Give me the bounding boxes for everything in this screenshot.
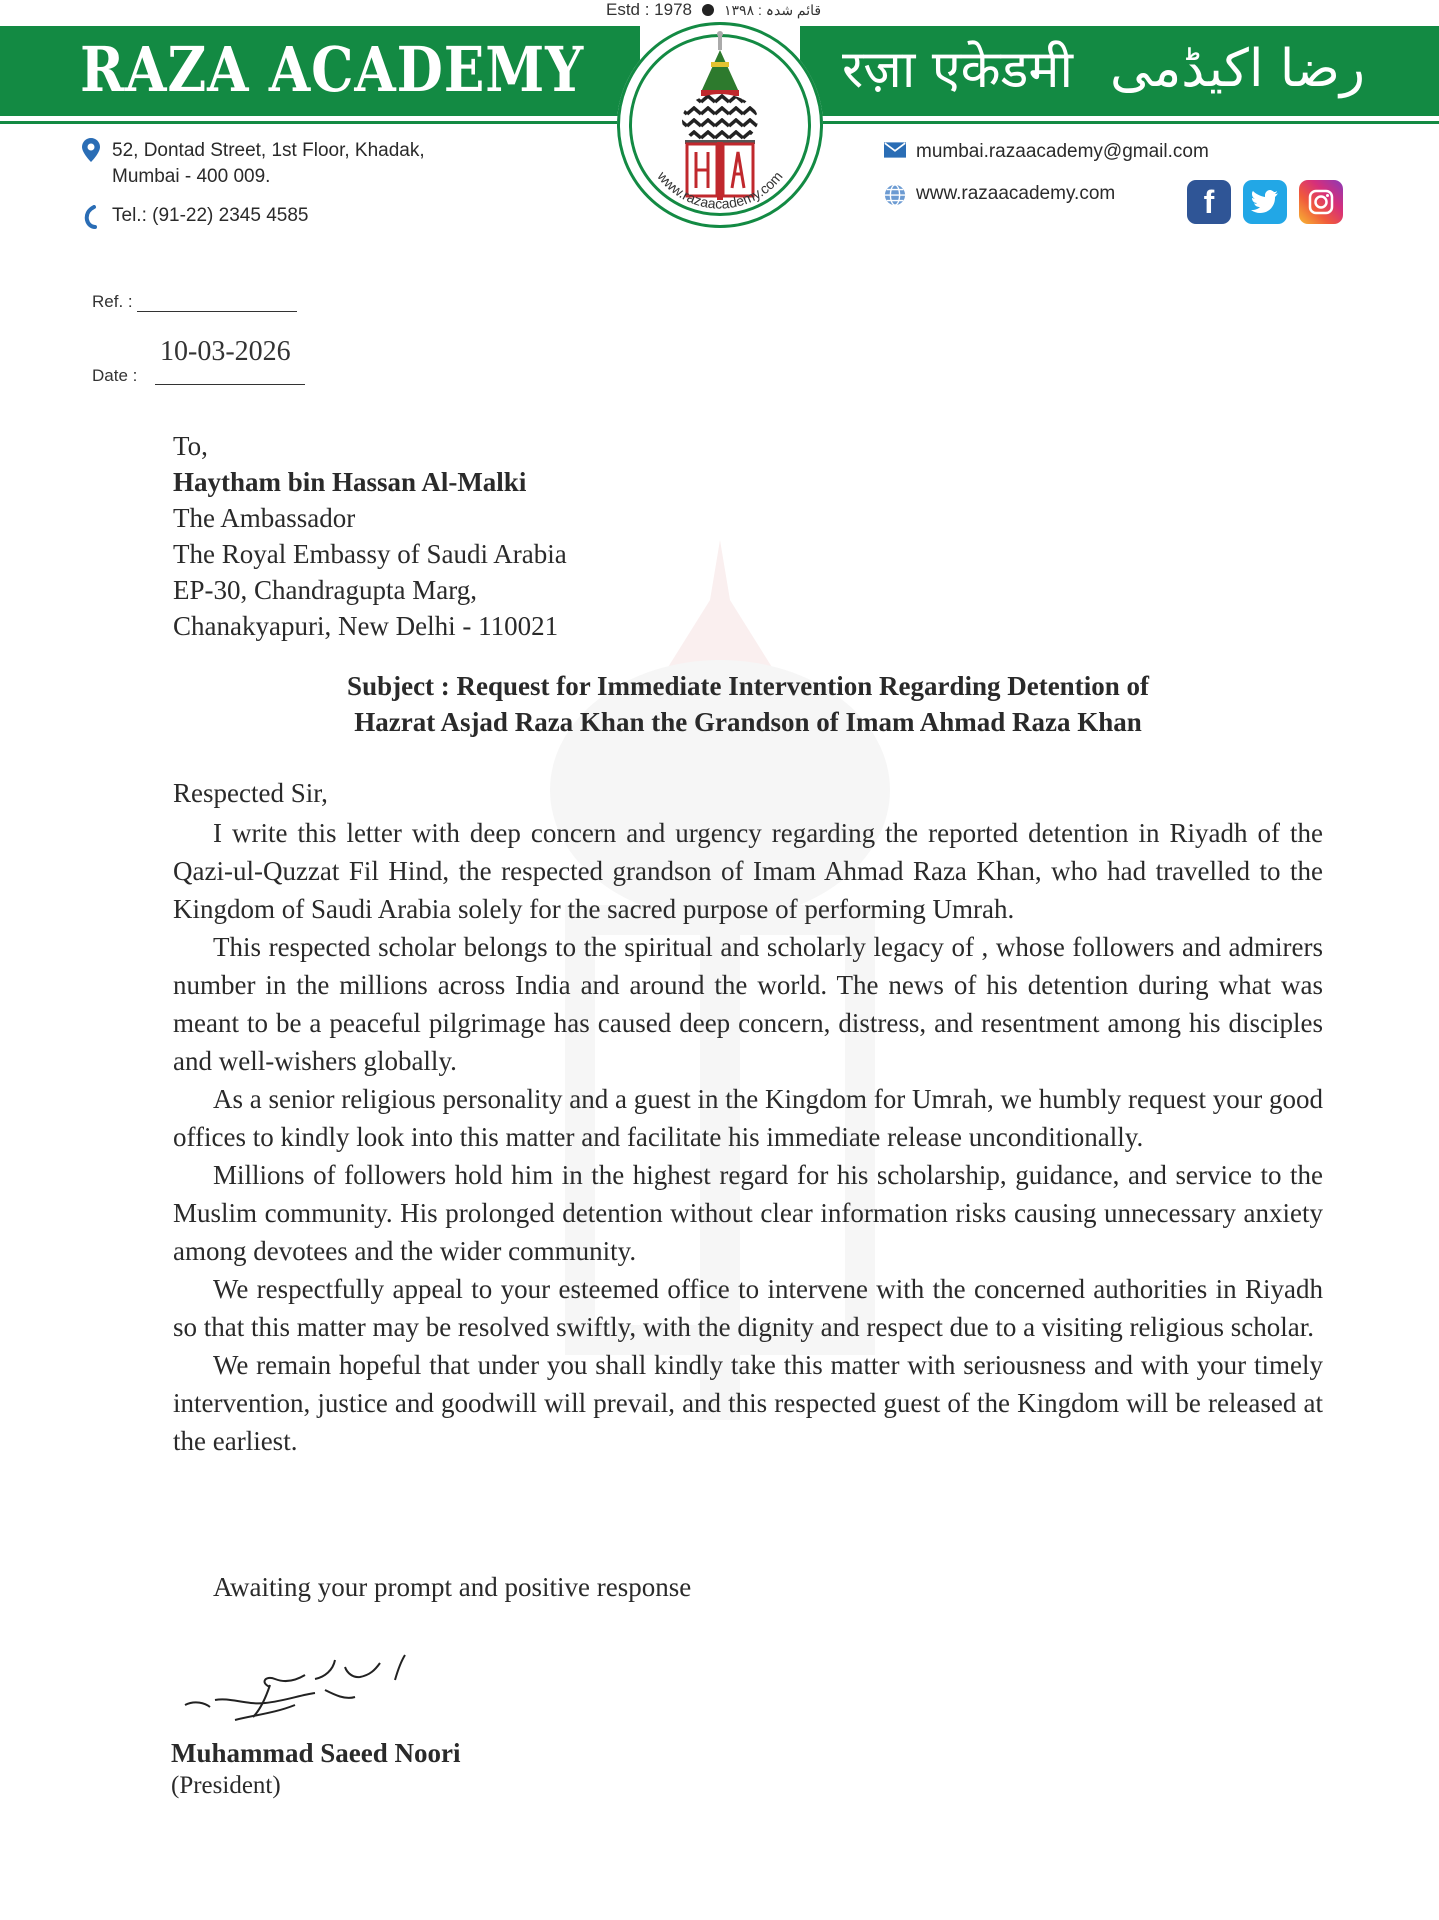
instagram-icon[interactable] — [1299, 180, 1343, 224]
telephone-block — [80, 205, 308, 229]
handwritten-signature — [175, 1645, 415, 1735]
signer-name: Muhammad Saeed Noori — [171, 1738, 461, 1768]
addressee-org: The Royal Embassy of Saudi Arabia — [173, 539, 567, 569]
academy-logo — [617, 22, 823, 228]
address-line-2: Mumbai - 400 009. — [112, 166, 271, 187]
org-name-hindi: रज़ा एकेडमी — [842, 40, 1073, 100]
body-paragraph: As a senior religious personality and a guest in the Kingdom for Umrah, we humbly request your good offices to kindly look into this matter and facilitate his immediate release unconditionally. — [173, 1084, 1323, 1152]
location-pin-icon — [80, 138, 102, 162]
facebook-icon[interactable] — [1187, 180, 1231, 224]
body-paragraph: Millions of followers hold him in the highest regard for his scholarship, guidance, and service to the Muslim community. His prolonged detention without clear information risks causing unnecessary anxiety among devotees and the wider community. — [173, 1160, 1323, 1266]
body-paragraph: We respectfully appeal to your esteemed office to intervene with the concerned authorities in Riyadh so that this matter may be resolved swiftly, with the dignity and respect due to a visiting religious scholar. — [173, 1274, 1323, 1342]
address-line-1: 52, Dontad Street, 1st Floor, Khadak, — [112, 140, 425, 161]
closing-line: Awaiting your prompt and positive response — [213, 1572, 692, 1602]
header-rule-left — [0, 121, 630, 124]
website-block — [884, 183, 1115, 207]
date-underline — [155, 384, 305, 385]
twitter-icon[interactable] — [1243, 180, 1287, 224]
address-block — [80, 138, 425, 190]
facebook-glyph: f — [1203, 183, 1215, 220]
globe-icon — [884, 183, 906, 207]
addressee-address-1: EP-30, Chandragupta Marg, — [173, 575, 477, 605]
established-text: Estd : 1978 — [606, 0, 693, 19]
subject-line-1: Subject : Request for Immediate Intervention Regarding Detention of — [347, 671, 1149, 701]
org-name-english: RAZA ACADEMY — [80, 33, 585, 106]
addressee-title: The Ambassador — [173, 503, 356, 533]
signer-role: (President) — [171, 1772, 281, 1799]
email-block — [884, 141, 1209, 163]
subject-line-2: Hazrat Asjad Raza Khan the Grandson of Imam Ahmad Raza Khan — [354, 707, 1142, 737]
date-value: 10-03-2026 — [160, 336, 291, 367]
established-line — [606, 0, 821, 20]
ref-label: Ref. : — [92, 292, 133, 311]
org-name-urdu: رضا اکیڈمی — [1110, 39, 1366, 99]
header-rule-right — [810, 121, 1439, 124]
salutation: Respected Sir, — [173, 778, 328, 808]
addressee-name: Haytham bin Hassan Al-Malki — [173, 467, 527, 497]
website-url[interactable]: www.razaacademy.com — [916, 183, 1116, 204]
date-label: Date : — [92, 366, 138, 385]
social-links — [1187, 180, 1343, 224]
body-paragraph: I write this letter with deep concern and urgency regarding the reported detention in Riyadh of the Qazi-ul-Quzzat Fil Hind, the respected grandson of Imam Ahmad Raza Khan, who had travelled to the Kingdom of Saudi Arabia solely for the sacred purpose of performing Umrah. — [173, 818, 1323, 924]
addressee-block — [173, 428, 567, 644]
ref-value — [137, 293, 297, 312]
dome-book-emblem-icon — [617, 22, 823, 228]
logo-url-text: www.razaacademy.com — [654, 168, 786, 212]
letter-body — [173, 814, 1323, 1460]
bullet-icon — [702, 4, 714, 16]
established-urdu-text: قائم شدہ : ۱۳۹۸ — [724, 1, 822, 18]
reference-field — [92, 292, 297, 312]
addressee-address-2: Chanakyapuri, New Delhi - 110021 — [173, 611, 559, 641]
body-paragraph: We remain hopeful that under you shall kindly take this matter with seriousness and with your timely intervention, justice and goodwill will prevail, and this respected guest of the Kingdom will be released at the earliest. — [173, 1350, 1323, 1456]
telephone-number: Tel.: (91-22) 2345 4585 — [112, 205, 309, 226]
email-address[interactable]: mumbai.razaacademy@gmail.com — [916, 141, 1209, 162]
body-paragraph: This respected scholar belongs to the spiritual and scholarly legacy of , whose followers and admirers number in the millions across India and around the world. The news of his detention during what was meant to be a peaceful pilgrimage has caused deep concern, distress, and resentment among his disciples and well-wishers globally. — [173, 932, 1323, 1076]
addressee-to: To, — [173, 431, 208, 461]
phone-icon — [80, 205, 102, 229]
envelope-icon — [884, 141, 906, 159]
subject-block — [173, 668, 1323, 740]
